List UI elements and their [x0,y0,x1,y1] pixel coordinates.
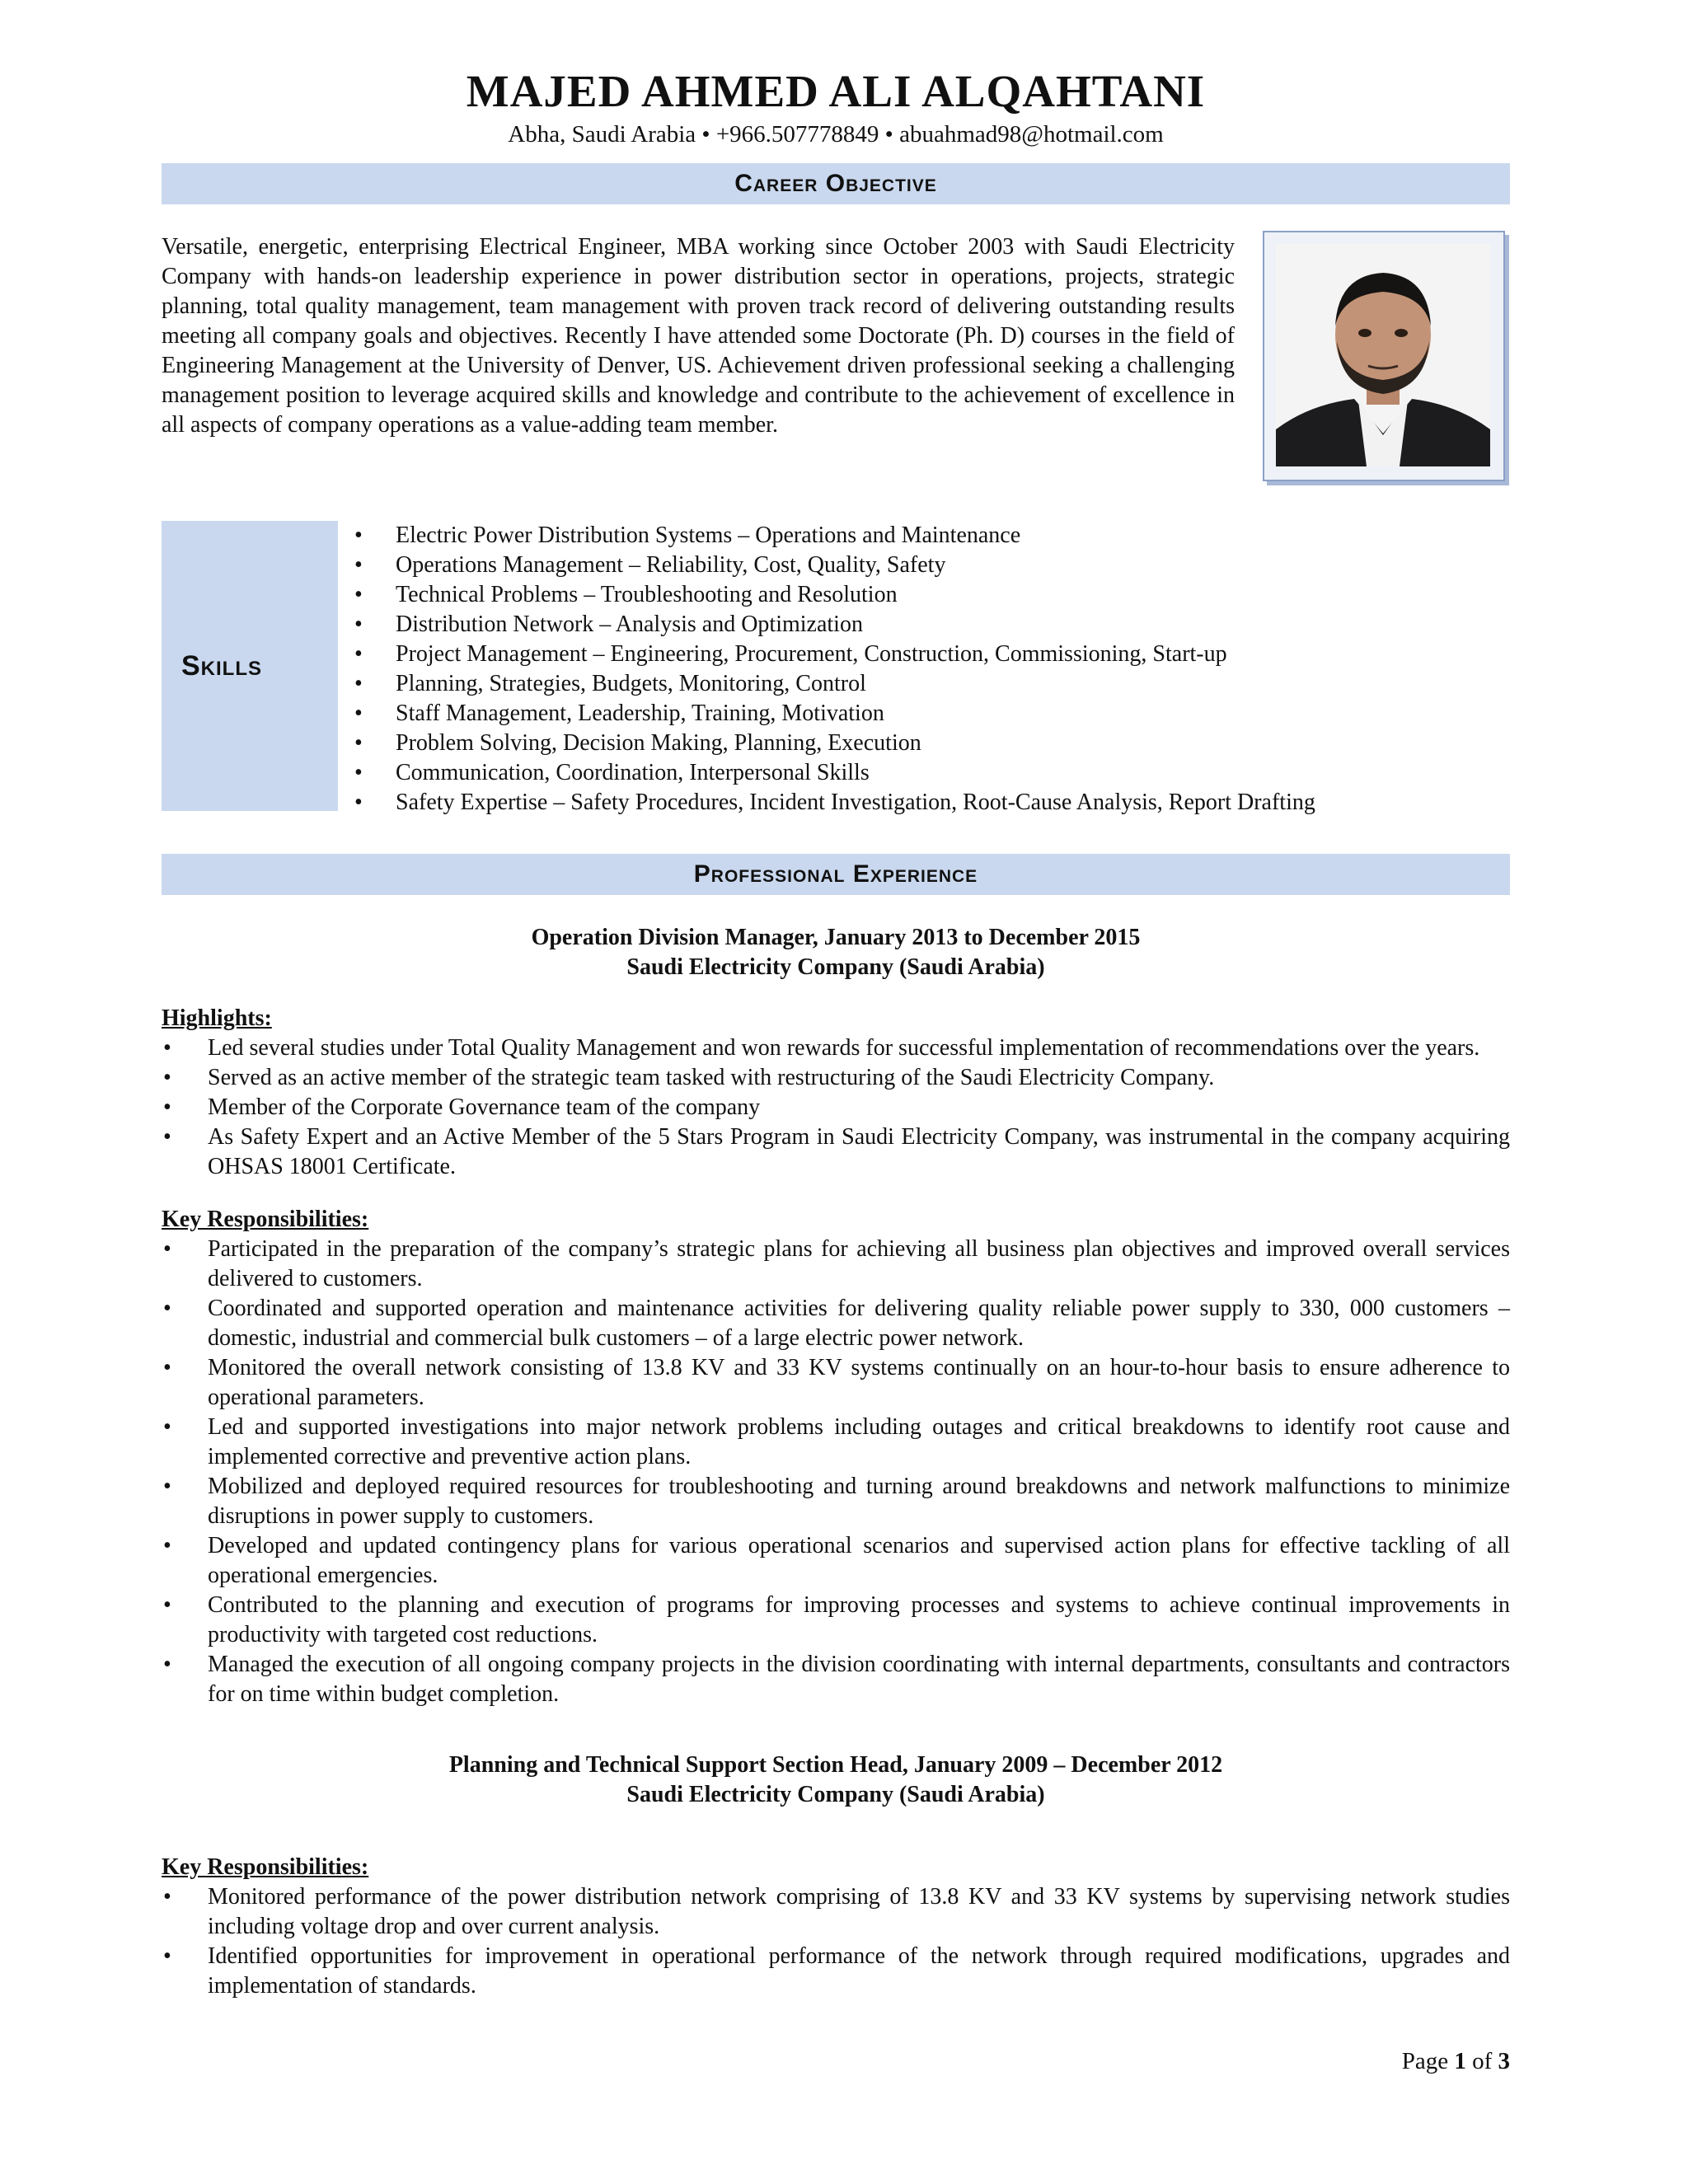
list-item: • Led and supported investigations into major network problems including outages and critical breakdowns to identify root cause and implemented corrective and preventive action plans. [162,1413,1510,1472]
contact-line: Abha, Saudi Arabia • +966.507778849 • abuahmad98@hotmail.com [508,121,1164,148]
list-item: • Coordinated and supported operation and maintenance activities for delivering quality reliable power supply to 330, 000 customers – domestic, industrial and commercial bulk customers – of a large electric power network. [162,1294,1510,1353]
list-item: • Led several studies under Total Quality Management and won rewards for successful implementation of recommendations over the years. [162,1033,1510,1063]
resume-page [162,66,1510,2001]
list-item: • Contributed to the planning and execution of programs for improving processes and systems to achieve continual improvements in productivity with targeted cost reductions. [162,1591,1510,1650]
list-item: • Monitored performance of the power distribution network comprising of 13.8 KV and 33 KV systems by supervising network studies including voltage drop and over current analysis. [162,1882,1510,1942]
list-item: • Developed and updated contingency plans for various operational scenarios and supervised action plans for effective tackling of all operational emergencies. [162,1531,1510,1591]
job-title: Operation Division Manager, January 2013 to December 2015 [531,925,1141,950]
list-item: • As Safety Expert and an Active Member of the 5 Stars Program in Saudi Electricity Company, was instrumental in the company acquiring OHSAS 18001 Certificate. [162,1122,1510,1182]
skill-item: • Problem Solving, Decision Making, Planning, Execution [351,729,1315,758]
skill-item: • Technical Problems – Troubleshooting and Resolution [351,580,1315,610]
list-item: • Participated in the preparation of the company’s strategic plans for achieving all business plan objectives and improved overall services delivered to customers. [162,1235,1510,1294]
job-1 [162,923,1510,1709]
job-2 [162,1750,1510,2001]
candidate-name: MAJED AHMED ALI ALQAHTANI [466,66,1206,116]
list-item: • Monitored the overall network consisting of 13.8 KV and 33 KV systems continually on an hour-to-hour basis to ensure adherence to operational parameters. [162,1353,1510,1413]
list-item: • Served as an active member of the strategic team tasked with restructuring of the Saudi Electricity Company. [162,1063,1510,1093]
highlights-heading: Highlights: [162,1005,272,1031]
job-company: Saudi Electricity Company (Saudi Arabia) [626,1782,1045,1807]
skill-item: • Distribution Network – Analysis and Optimization [351,610,1315,640]
profile-photo [1276,244,1490,466]
responsibilities-list [162,1882,1510,2001]
page-current: 1 [1454,2048,1466,2074]
responsibilities-heading: Key Responsibilities: [162,1854,369,1880]
job-title: Planning and Technical Support Section Head, January 2009 – December 2012 [448,1752,1223,1778]
list-item: • Identified opportunities for improvement in operational performance of the network through required modifications, upgrades and implementation of standards. [162,1942,1510,2001]
profile-photo-frame [1263,231,1505,481]
responsibilities-list [162,1235,1510,1709]
objective-section [162,232,1510,504]
page-of-label: of [1472,2048,1493,2074]
job-company: Saudi Electricity Company (Saudi Arabia) [626,954,1045,980]
list-item: • Mobilized and deployed required resources for troubleshooting and turning around breakdowns and network malfunctions to minimize disruptions in power supply to customers. [162,1472,1510,1531]
page-label: Page [1401,2048,1449,2074]
skill-item: • Electric Power Distribution Systems – Operations and Maintenance [351,521,1315,551]
skill-item: • Operations Management – Reliability, Cost, Quality, Safety [351,551,1315,580]
highlights-list [162,1033,1510,1182]
list-item: • Managed the execution of all ongoing company projects in the division coordinating with internal departments, consultants and contractors for on time within budget completion. [162,1650,1510,1709]
skill-item: • Staff Management, Leadership, Training, Motivation [351,699,1315,729]
skill-item: • Project Management – Engineering, Procurement, Construction, Commissioning, Start-up [351,640,1315,669]
skills-section [162,521,1510,815]
person-portrait-icon [1276,244,1490,466]
skills-header: Skills [162,521,338,811]
skill-item: • Planning, Strategies, Budgets, Monitoring, Control [351,669,1315,699]
list-item: • Member of the Corporate Governance team of the company [162,1093,1510,1122]
objective-text: Versatile, energetic, enterprising Electrical Engineer, MBA working since October 2003 with Saudi Electricity Company with hands-on leadership experience in power distribution sector in operations, projects, strategic planning, total quality management, team management with proven track record of delivering outstanding results meeting all company goals and objectives. Recently I have attended some Doctorate (Ph. D) courses in the field of Engineering Management at the University of Denver, US. Achievement driven professional seeking a challenging management position to leverage acquired skills and knowledge and contribute to the achievement of excellence in all aspects of company operations as a value-adding team member. [162,234,1235,438]
page-total: 3 [1498,2048,1510,2074]
page-number [1402,2048,1510,2075]
skill-item: • Communication, Coordination, Interpersonal Skills [351,758,1315,788]
skill-item: • Safety Expertise – Safety Procedures, Incident Investigation, Root-Cause Analysis, Report Drafting [351,788,1315,818]
responsibilities-heading: Key Responsibilities: [162,1207,369,1232]
skills-list [351,521,1315,818]
career-objective-header: Career Objective [162,163,1510,204]
professional-experience-header: Professional Experience [162,854,1510,895]
